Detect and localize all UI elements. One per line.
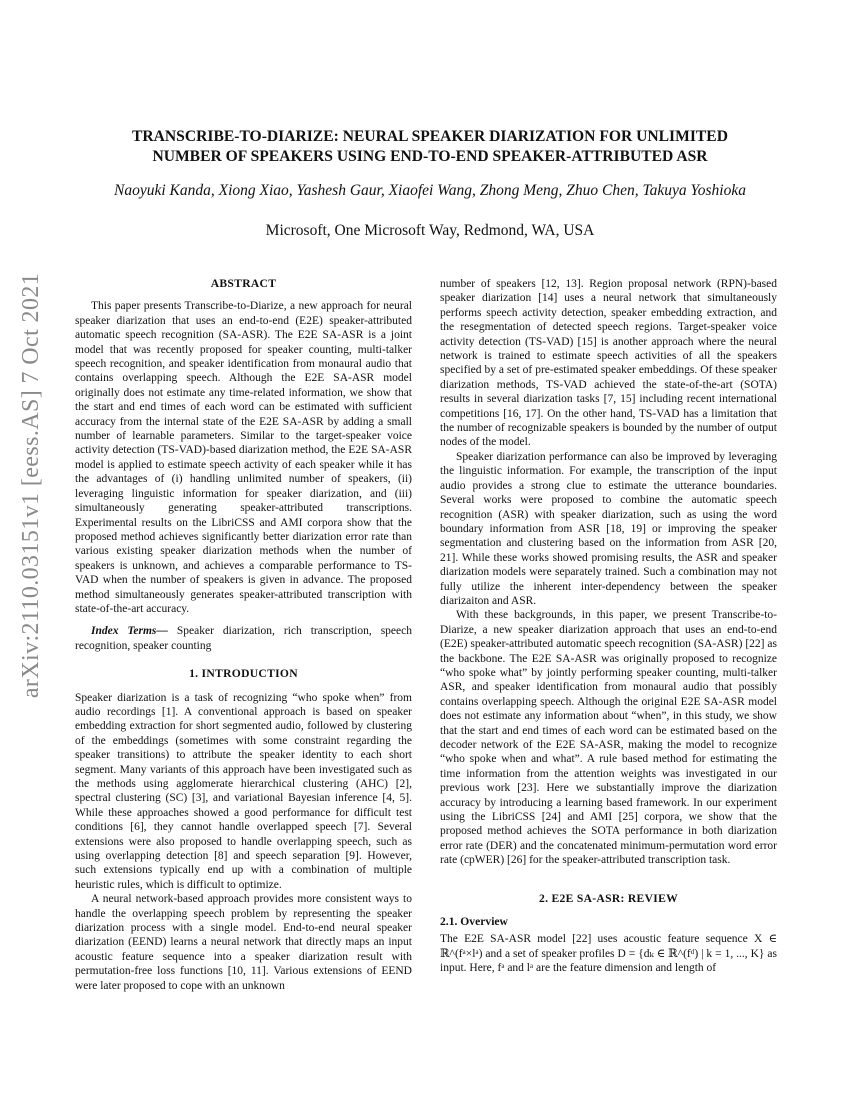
index-terms-label: Index Terms— bbox=[91, 625, 168, 638]
affiliation: Microsoft, One Microsoft Way, Redmond, WA, USA bbox=[265, 222, 595, 239]
intro-paragraph-3: number of speakers [12, 13]. Region proposal network (RPN)-based speaker diarization [14] uses a neural network that simultaneously performs speech activity detection, speaker embedding extraction, and the resegmentation of detected speech regions. Target-speaker voice activity detection (TS-VAD) [15] is another approach where the neural network is trained to estimate speech activities of all the speakers specified by a set of pre-estimated speaker embeddings. Of these speaker diarization methods, TS-VAD achieved the state-of-the-art (SOTA) results in several diarization tasks [7, 15] including recent international competitions [16, 17]. On the other hand, TS-VAD has a limitation that the number of recognizable speakers is bounded by the number of output nodes of the model. bbox=[440, 278, 777, 449]
right-column bbox=[440, 277, 777, 976]
abstract-body: This paper presents Transcribe-to-Diarize, a new approach for neural speaker diarization that uses an end-to-end (E2E) speaker-attributed automatic speech recognition (SA-ASR). The E2E SA-ASR is a joint model that was recently proposed for speaker counting, multi-talker speech recognition, and speaker identification from monaural audio that contains overlapping speech. Although the E2E SA-ASR model originally does not estimate any time-related information, we show that the start and end times of each word can be estimated with sufficient accuracy from the internal state of the E2E SA-ASR by adding a small number of learnable parameters. Similar to the target-speaker voice activity detection (TS-VAD)-based diarization method, the E2E SA-ASR model is applied to estimate speech activity of each speaker while it has the advantages of (i) handling unlimited number of speakers, (ii) leveraging linguistic information for speaker diarization, and (iii) simultaneously generating speaker-attributed transcriptions. Experimental results on the LibriCSS and AMI corpora show that the proposed method achieves significantly better diarization error rate than various existing speaker diarization methods when the number of speakers is unknown, and achieves a comparable performance to TS-VAD when the number of speakers is given in advance. The proposed method simultaneously generates speaker-attributed transcription with state-of-the-art accuracy. bbox=[75, 300, 412, 615]
index-terms-text: Speaker diarization, rich transcription, speech recognition, speaker counting bbox=[75, 625, 412, 652]
left-column bbox=[75, 277, 412, 993]
title-line-2: NUMBER OF SPEAKERS USING END-TO-END SPEAKER-ATTRIBUTED ASR bbox=[152, 148, 708, 165]
paper-title bbox=[90, 127, 770, 167]
introduction-heading: 1. INTRODUCTION bbox=[189, 667, 298, 681]
title-line-1: TRANSCRIBE-TO-DIARIZE: NEURAL SPEAKER DIARIZATION FOR UNLIMITED bbox=[132, 128, 728, 145]
arxiv-identifier-stamp bbox=[2, 272, 62, 698]
intro-paragraph-2: A neural network-based approach provides more consistent ways to handle the overlapping speech problem by representing the speaker diarization process with a single model. End-to-end neural speaker diarization (EEND) learns a neural network that directly maps an input acoustic feature sequence into a speaker diarization result with permutation-free loss functions [10, 11]. Various extensions of EEND were later proposed to cope with an unknown bbox=[75, 893, 412, 992]
intro-paragraph-5: With these backgrounds, in this paper, we present Transcribe-to-Diarize, a new speaker diarization approach that uses an end-to-end (E2E) speaker-attributed automatic speech recognition (SA-ASR) [22] as the backbone. The E2E SA-ASR was originally proposed to recognize “who spoke what” by jointly performing speaker counting, multi-talker ASR, and speaker identification from monaural audio that possibly contains overlapping speech. Although the original E2E SA-ASR model does not estimate any information about “when”, in this study, we show that the start and end times of each word can be estimated based on the decoder network of the E2E SA-ASR, making the model to recognize “who spoke when and what”. A rule based method for estimating the time information from the attention weights was investigated in our previous work [23]. Here we substantially improve the diarization accuracy by introducing a learning based framework. In our experiment using the LibriCSS [24] and AMI [25] corpora, we show that the proposed method achieves the SOTA performance in both diarization error rate (DER) and the concatenated minimum-permutation word error rate (cpWER) [26] for the speaker-attributed transcription task. bbox=[440, 609, 777, 867]
overview-subheading: 2.1. Overview bbox=[440, 915, 508, 929]
index-terms bbox=[75, 624, 412, 653]
intro-paragraph-1: Speaker diarization is a task of recognizing “who spoke when” from audio recordings [1]. A conventional approach is based on speaker embedding extraction for short segmented audio, followed by clustering of the embeddings (sometimes with some constraint regarding the speaker transitions) to attribute the speaker identity to each short segment. Many variants of this approach have been investigated such as the methods using agglomerate hierarchical clustering (AHC) [2], spectral clustering (SC) [3], and variational Bayesian inference [4, 5]. While these approaches showed a good performance for difficult test conditions [6], they cannot handle overlapped speech [7]. Several extensions were also proposed to handle overlapping speech, such as using overlapping detection [8] and speech separation [9]. However, such extensions typically end up with a combination of multiple heuristic rules, which is difficult to optimize. bbox=[75, 691, 412, 891]
review-heading: 2. E2E SA-ASR: REVIEW bbox=[538, 891, 678, 905]
abstract-heading: ABSTRACT bbox=[210, 277, 277, 290]
review-paragraph-1: The E2E SA-ASR model [22] uses acoustic feature sequence X ∈ ℝ^(fᵃ×lᵃ) and a set of speaker profiles D = {dₖ ∈ ℝ^(fᵈ) | k = 1, ..., K} as input. Here, fᵃ and lᵃ are the feature dimension and length of bbox=[440, 933, 777, 975]
intro-paragraph-4: Speaker diarization performance can also be improved by leveraging the linguistic information. For example, the transcription of the input audio provides a strong clue to estimate the utterance boundaries. Several works were proposed to combine the automatic speech recognition (ASR) with speaker diarization, such as using the word boundary information from ASR [18, 19] or improving the speaker segmentation and clustering based on the information from ASR [20, 21]. While these works showed promising results, the ASR and speaker diarization models were separately trained. Such a combination may not fully utilize the inherent inter-dependency between the speaker diarizaiton and ASR. bbox=[440, 450, 777, 607]
arxiv-identifier-text: arXiv:2110.03151v1 [eess.AS] 7 Oct 2021 bbox=[18, 272, 45, 698]
author-list: Naoyuki Kanda, Xiong Xiao, Yashesh Gaur, Xiaofei Wang, Zhong Meng, Zhuo Chen, Takuya Yoshioka bbox=[114, 182, 746, 199]
